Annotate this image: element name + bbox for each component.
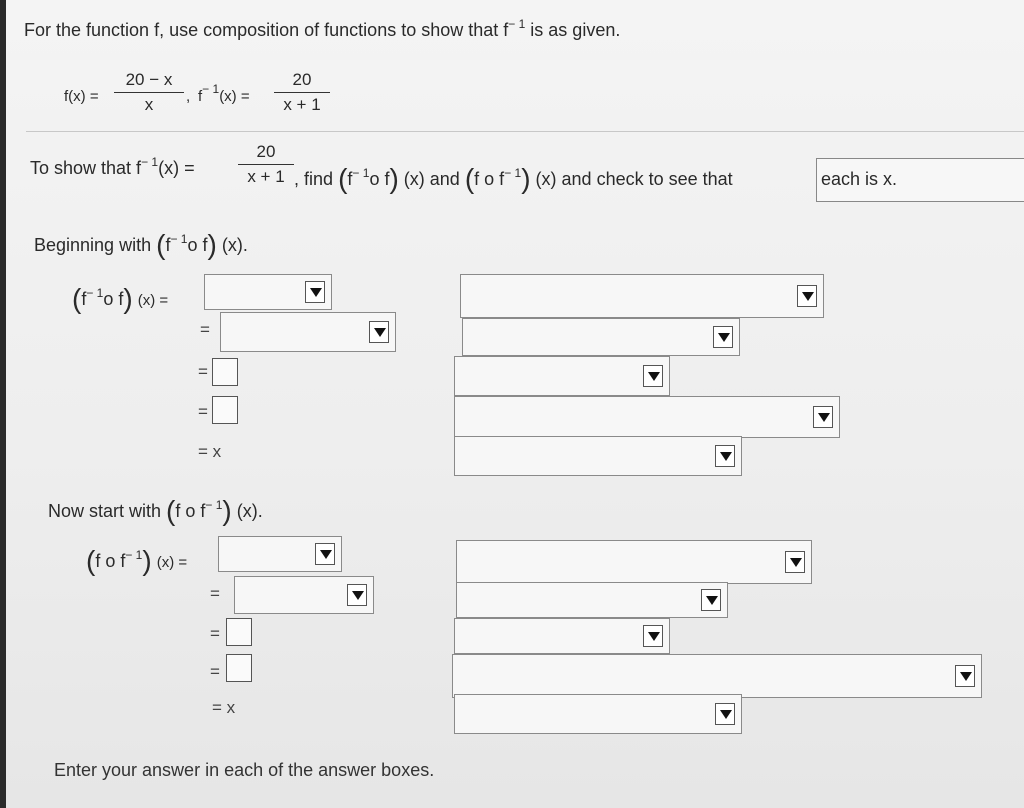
section2-x: (x). [236,501,263,521]
given-comma: , [186,88,191,105]
chevron-down-icon[interactable] [715,703,735,725]
s1-left-select-2[interactable] [220,312,396,352]
fx-fraction [114,70,184,115]
finv-sup: − 1 [202,82,220,96]
s2-lhs-sup: − 1 [125,548,143,562]
to-show-b: (x) = [158,158,195,178]
task-numerator: 20 [256,142,276,161]
s1-right-select-1[interactable] [460,274,824,318]
finv-denominator: x + 1 [283,95,321,114]
s2-lhs-paren-close: ) [142,545,152,576]
s1-paren-open: ( [156,229,166,260]
s2-right-select-1[interactable] [456,540,812,584]
chevron-down-icon[interactable] [369,321,389,343]
to-show-a: To show that f [30,158,142,178]
chevron-down-icon[interactable] [701,589,721,611]
divider [26,131,1024,132]
s1-final: = x [198,442,222,461]
paren-open: ( [338,163,348,194]
s2-lhs-fof: f o f [95,551,126,571]
chevron-down-icon[interactable] [315,543,335,565]
s1-right-select-2[interactable] [462,318,740,356]
s2-right-select-3[interactable] [454,618,670,654]
s2-left-select-2[interactable] [234,576,374,614]
answer-input-each-is-x[interactable]: each is x. [816,158,1024,202]
task-rest [294,160,733,192]
s2-paren-close: ) [222,495,232,526]
chevron-down-icon[interactable] [643,625,663,647]
to-show-sup: − 1 [141,155,159,169]
task-check-text: (x) and check to see that [535,169,733,189]
paren-close-2: ) [521,163,531,194]
section2-start: Now start with [48,501,162,521]
finv-fraction [274,70,330,115]
s2-lhs [86,542,187,574]
s2-left-box-1[interactable] [226,618,252,646]
s1-lhs-of: o f [103,289,124,309]
paren-close: ) [389,163,399,194]
task-denominator: x + 1 [247,167,285,186]
task-x-and: (x) and [403,169,460,189]
task-find: find [304,169,334,189]
finv-numerator: 20 [292,70,312,89]
s2-lhs-paren-open: ( [86,545,96,576]
s2-final: = x [212,698,236,717]
footer-hint: Enter your answer in each of the answer boxes. [54,760,435,780]
section1-begin: Beginning with [34,235,152,255]
s1-comp-f: f [165,235,171,255]
s2-right-select-4[interactable] [452,654,982,698]
s1-lhs-sup: − 1 [86,286,104,300]
fx-numerator: 20 − x [125,70,173,89]
task-fraction [238,142,294,187]
instruction-sup: − 1 [508,17,526,31]
s2-eq-2: = [210,584,220,603]
s1-right-select-4[interactable] [454,396,840,438]
chevron-down-icon[interactable] [955,665,975,687]
s1-eq-3: = [198,362,208,381]
s2-right-select-5[interactable] [454,694,742,734]
s1-comp-sup: − 1 [170,232,188,246]
fx-denominator: x [144,95,154,114]
s1-right-select-3[interactable] [454,356,670,396]
s1-comp-of: o f [187,235,208,255]
section1-heading [34,226,248,258]
chevron-down-icon[interactable] [785,551,805,573]
instruction-tail: is as given. [530,20,621,40]
fx-label: f(x) = [64,88,99,105]
s1-left-box-2[interactable] [212,396,238,424]
s2-eq-4: = [210,662,220,681]
finv-f: f [198,88,203,105]
chevron-down-icon[interactable] [305,281,325,303]
chevron-down-icon[interactable] [715,445,735,467]
task-comma: , [294,169,300,189]
s1-paren-close: ) [207,229,217,260]
s1-lhs [72,280,168,312]
paren-open-2: ( [464,163,475,194]
s1-lhs-paren-close: ) [123,283,133,314]
s1-lhs-paren-open: ( [72,283,82,314]
s1-left-select-1[interactable] [204,274,332,310]
section2-heading [48,492,263,524]
finv-label [198,82,250,105]
s2-left-box-2[interactable] [226,654,252,682]
to-show-text [30,155,195,179]
comp1-sup: − 1 [352,166,370,180]
comp1-of: o f [369,169,390,189]
s2-eq-3: = [210,624,220,643]
chevron-down-icon[interactable] [713,326,733,348]
finv-x: (x) = [219,88,250,105]
s1-eq-4: = [198,402,208,421]
instruction-text [24,17,621,41]
s1-lhs-f: f [81,289,87,309]
chevron-down-icon[interactable] [643,365,663,387]
s2-right-select-2[interactable] [456,582,728,618]
comp2-sup: − 1 [504,166,522,180]
instruction-main: For the function f, use composition of functions to show that f [24,20,509,40]
s1-eq-2: = [200,320,210,339]
chevron-down-icon[interactable] [813,406,833,428]
s1-lhs-x: (x) = [137,292,169,309]
s2-comp-fof: f o f [175,501,206,521]
s2-left-select-1[interactable] [218,536,342,572]
comp2-fof: f o f [474,169,505,189]
chevron-down-icon[interactable] [797,285,817,307]
comp1-f: f [347,169,353,189]
section1-x: (x). [221,235,248,255]
question-panel [6,0,1024,808]
s2-lhs-x: (x) = [156,554,188,571]
s2-comp-sup: − 1 [205,498,223,512]
s1-left-box-1[interactable] [212,358,238,386]
s2-paren-open: ( [166,495,176,526]
s1-right-select-5[interactable] [454,436,742,476]
chevron-down-icon[interactable] [347,584,367,606]
